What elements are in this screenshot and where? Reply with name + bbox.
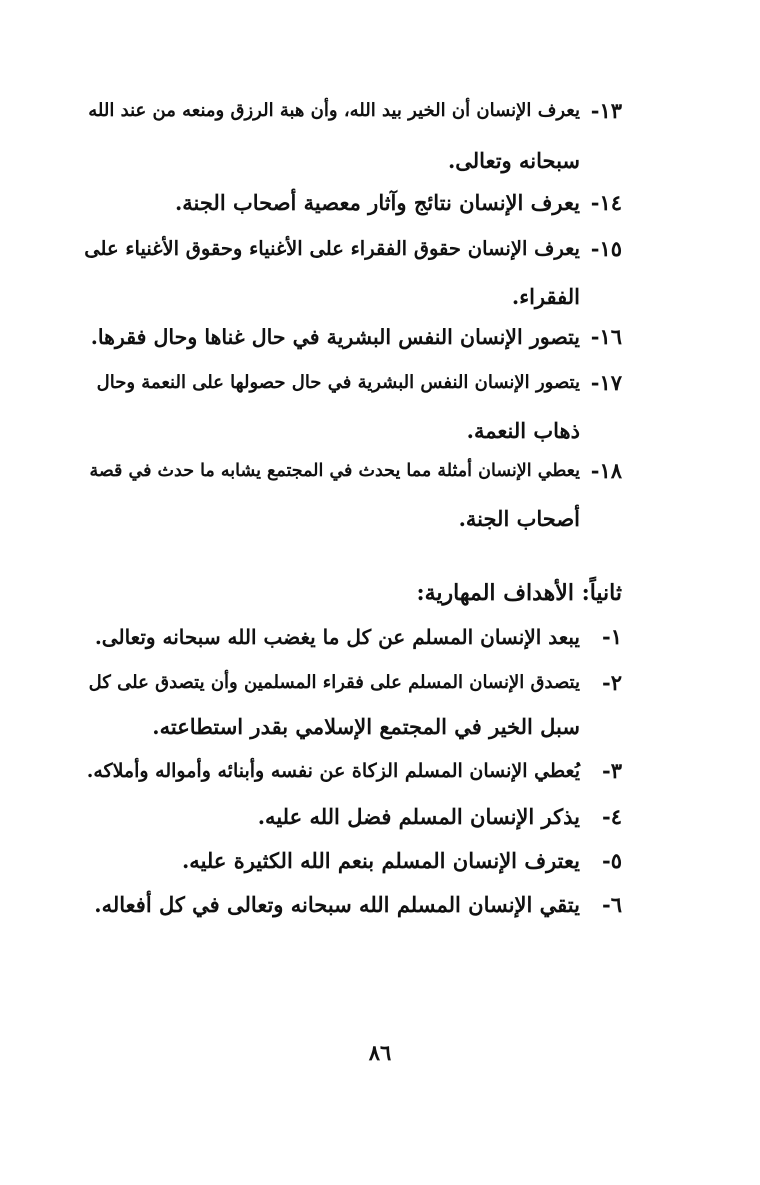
item-text: يتصور الإنسان النفس البشرية في حال غناها وحال فقرها. — [90, 325, 580, 349]
item-text: يبعد الإنسان المسلم عن كل ما يغضب الله سبحانه وتعالى. — [94, 625, 580, 649]
item-text: سبحانه وتعالى. — [447, 148, 580, 173]
item-number: ١٣- — [590, 98, 622, 123]
item-number: ١٨- — [590, 458, 622, 483]
item-text: يتصدق الإنسان المسلم على فقراء المسلمين وأن يتصدق على كل — [88, 672, 580, 693]
item-text: يذكر الإنسان المسلم فضل الله عليه. — [257, 804, 580, 829]
item-text: سبل الخير في المجتمع الإسلامي بقدر استطاعته. — [152, 714, 580, 739]
item-text: يتصور الإنسان النفس البشرية في حال حصولها على النعمة وحال — [96, 372, 580, 393]
item-text: يُعطي الإنسان المسلم الزكاة عن نفسه وأبنائه وأمواله وأملاكه. — [86, 760, 580, 782]
item-text: يعترف الإنسان المسلم بنعم الله الكثيرة عليه. — [182, 848, 580, 873]
section-heading: ثانياً: الأهداف المهارية: — [416, 580, 622, 606]
item-text: يعرف الإنسان نتائج وآثار معصية أصحاب الجنة. — [174, 190, 580, 215]
item-number: ١٦- — [590, 324, 622, 349]
item-number: ٣- — [602, 758, 622, 783]
item-number: ٥- — [602, 848, 622, 873]
item-text: يعرف الإنسان أن الخير بيد الله، وأن هبة الرزق ومنعه من عند الله — [88, 100, 580, 121]
item-number: ٦- — [602, 892, 622, 917]
item-number: ٢- — [602, 670, 622, 695]
page-number: ٨٦ — [368, 1040, 392, 1065]
item-text: يتقي الإنسان المسلم الله سبحانه وتعالى في كل أفعاله. — [94, 892, 580, 917]
item-number: ١٧- — [590, 370, 622, 395]
item-text: الفقراء. — [511, 284, 580, 309]
item-number: ١٥- — [590, 236, 622, 261]
item-text: أصحاب الجنة. — [458, 506, 580, 531]
item-text: يعطي الإنسان أمثلة مما يحدث في المجتمع يشابه ما حدث في قصة — [89, 461, 580, 481]
item-text: ذهاب النعمة. — [466, 418, 580, 443]
item-number: ٤- — [602, 804, 622, 829]
item-text: يعرف الإنسان حقوق الفقراء على الأغنياء وحقوق الأغنياء على — [84, 237, 580, 260]
item-number: ١٤- — [590, 190, 622, 215]
item-number: ١- — [602, 624, 622, 649]
